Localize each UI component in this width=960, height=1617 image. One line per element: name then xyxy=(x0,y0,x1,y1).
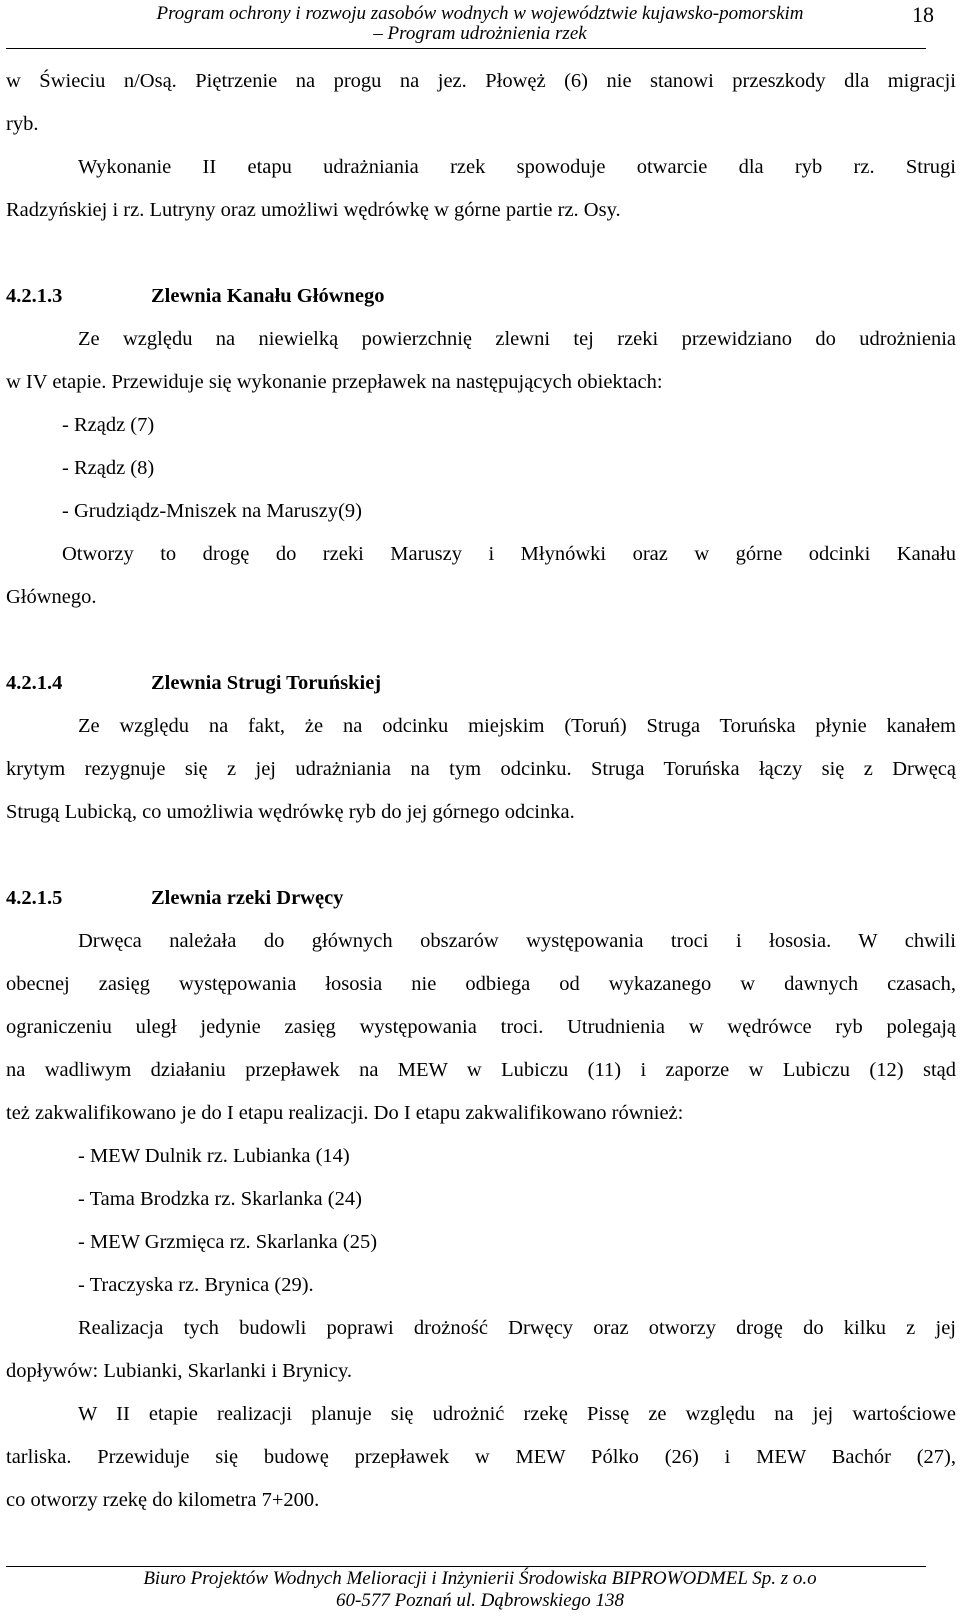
section-heading xyxy=(6,662,956,705)
paragraph-line: Radzyńskiej i rz. Lutryny oraz umożliwi wędrówkę w górne partie rz. Osy. xyxy=(6,199,621,221)
header-subtitle: – Program udrożnienia rzek xyxy=(373,23,587,44)
paragraph-line: Otworzy to drogę do rzeki Maruszy i Młynówki oraz w górne odcinki Kanału xyxy=(62,543,956,565)
section-title: Zlewnia rzeki Drwęcy xyxy=(151,887,344,909)
list-item: - MEW Dulnik rz. Lubianka (14) xyxy=(78,1145,350,1167)
page-number: 18 xyxy=(912,2,934,27)
footer-company: Biuro Projektów Wodnych Melioracji i Inżynierii Środowiska BIPROWODMEL Sp. z o.o xyxy=(143,1568,817,1589)
footer-address: 60-577 Poznań ul. Dąbrowskiego 138 xyxy=(336,1590,624,1611)
list-item: - Rządz (7) xyxy=(62,414,155,436)
paragraph-line: Ze względu na fakt, że na odcinku miejskim (Toruń) Struga Toruńska płynie kanałem xyxy=(78,715,956,737)
footer-rule xyxy=(6,1566,926,1567)
paragraph-line: krytym rezygnuje się z jej udrażniania na tym odcinku. Struga Toruńska łączy się z Drwęcą xyxy=(6,758,956,780)
section-number: 4.2.1.5 xyxy=(6,887,63,909)
section-number: 4.2.1.4 xyxy=(6,672,63,694)
list-item: - Traczyska rz. Brynica (29). xyxy=(78,1274,314,1296)
paragraph-line: Wykonanie II etapu udrażniania rzek spowoduje otwarcie dla ryb rz. Strugi xyxy=(78,156,956,178)
paragraph-line: Strugą Lubicką, co umożliwia wędrówkę ryb do jej górnego odcinka. xyxy=(6,801,575,823)
document-body xyxy=(6,60,956,1522)
section-number: 4.2.1.3 xyxy=(6,285,63,307)
paragraph-line: tarliska. Przewiduje się budowę przepławek w MEW Pólko (26) i MEW Bachór (27), xyxy=(6,1446,956,1468)
section-title: Zlewnia Strugi Toruńskiej xyxy=(151,672,382,694)
paragraph-line: obecnej zasięg występowania łososia nie odbiega od wykazanego w dawnych czasach, xyxy=(6,973,956,995)
section-title: Zlewnia Kanału Głównego xyxy=(151,285,385,307)
paragraph-line: co otworzy rzekę do kilometra 7+200. xyxy=(6,1489,320,1511)
paragraph-line: W II etapie realizacji planuje się udrożnić rzekę Pissę ze względu na jej wartościowe xyxy=(78,1403,956,1425)
paragraph-line: Głównego. xyxy=(6,586,97,608)
list-item: - MEW Grzmięca rz. Skarlanka (25) xyxy=(78,1231,378,1253)
header-title: Program ochrony i rozwoju zasobów wodnych w województwie kujawsko-pomorskim xyxy=(156,3,804,24)
paragraph-line: ryb. xyxy=(6,113,39,135)
list-item: - Grudziądz-Mniszek na Maruszy(9) xyxy=(62,500,362,522)
paragraph-line: w Świeciu n/Osą. Piętrzenie na progu na jez. Płowęż (6) nie stanowi przeszkody dla migracji xyxy=(6,70,956,92)
header-rule xyxy=(6,48,926,49)
paragraph-line: w IV etapie. Przewiduje się wykonanie przepławek na następujących obiektach: xyxy=(6,371,663,393)
paragraph-line: Realizacja tych budowli poprawi drożność Drwęcy oraz otworzy drogę do kilku z jej xyxy=(78,1317,956,1339)
section-heading xyxy=(6,877,956,920)
list-item: - Rządz (8) xyxy=(62,457,155,479)
paragraph-line: dopływów: Lubianki, Skarlanki i Brynicy. xyxy=(6,1360,352,1382)
list-item: - Tama Brodzka rz. Skarlanka (24) xyxy=(78,1188,362,1210)
paragraph-line: też zakwalifikowano je do I etapu realizacji. Do I etapu zakwalifikowano również: xyxy=(6,1102,684,1124)
paragraph-line: Drwęca należała do głównych obszarów występowania troci i łososia. W chwili xyxy=(78,930,956,952)
paragraph-line: ograniczeniu uległ jedynie zasięg występowania troci. Utrudnienia w wędrówce ryb polegają xyxy=(6,1016,956,1038)
section-heading xyxy=(6,275,956,318)
paragraph-line: Ze względu na niewielką powierzchnię zlewni tej rzeki przewidziano do udrożnienia xyxy=(78,328,956,350)
paragraph-line: na wadliwym działaniu przepławek na MEW w Lubiczu (11) i zaporze w Lubiczu (12) stąd xyxy=(6,1059,956,1081)
